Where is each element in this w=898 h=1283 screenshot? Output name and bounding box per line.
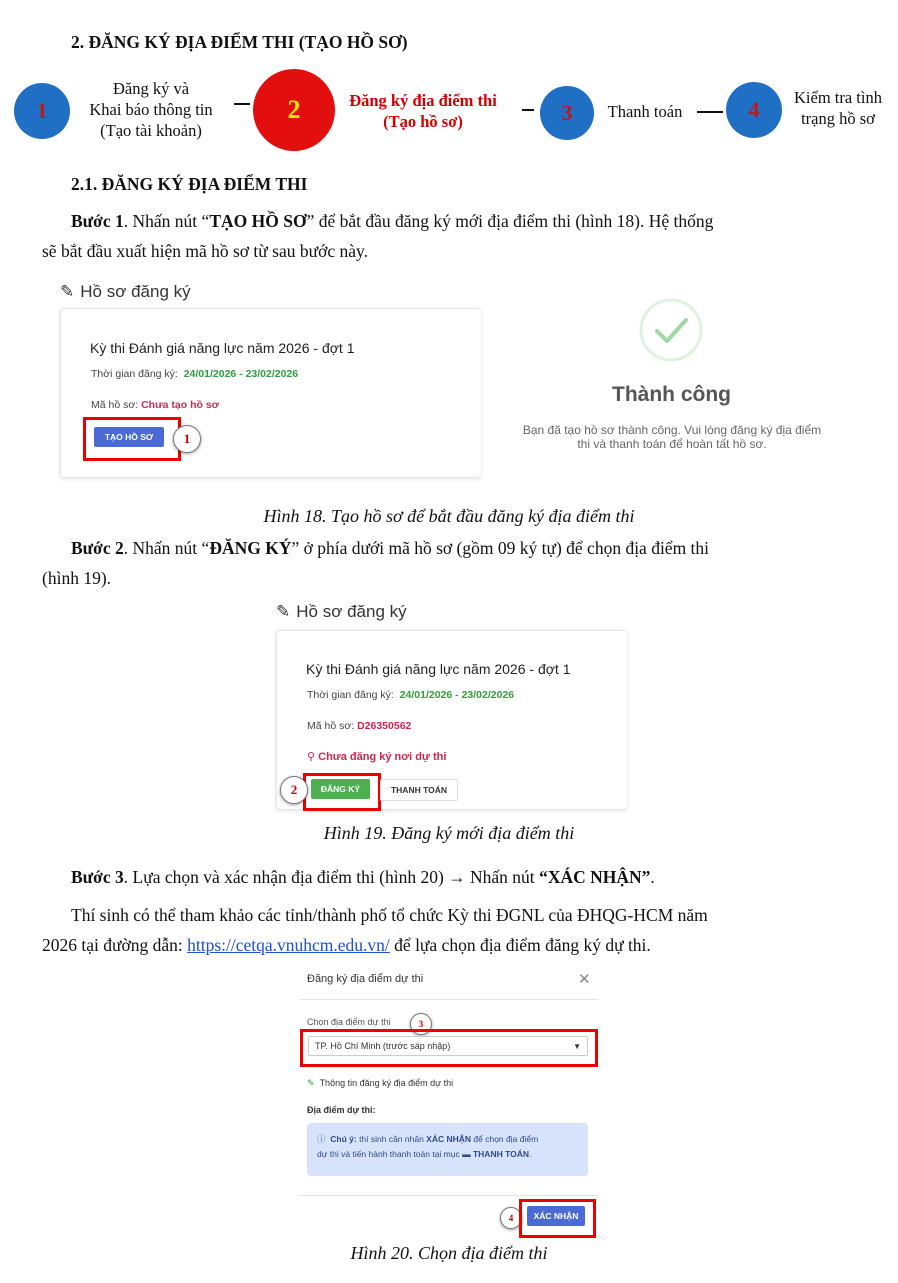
fig19-code-label: Mã hồ sơ: xyxy=(307,720,355,732)
fig18-time xyxy=(91,368,298,380)
step2-line1 xyxy=(42,533,872,563)
step-4-line: trạng hồ sơ xyxy=(801,109,875,128)
fig18-header-text: Hồ sơ đăng ký xyxy=(80,282,191,301)
close-icon[interactable]: ✕ xyxy=(578,971,591,988)
fig19-warning-text: Chưa đăng ký nơi dự thi xyxy=(318,751,447,763)
step-2-label xyxy=(332,90,514,132)
fig19-time-value: 24/01/2026 - 23/02/2026 xyxy=(399,689,515,701)
connector-2 xyxy=(522,109,534,111)
step1-bold: Bước 1 xyxy=(71,211,124,231)
fig18-exam-title: Kỳ thi Đánh giá năng lực năm 2026 - đợt 1 xyxy=(90,340,355,356)
fig19-time-label: Thời gian đăng ký: xyxy=(307,689,394,701)
fig19-code-value: D26350562 xyxy=(357,720,412,732)
step1-text: ” để bắt đầu đăng ký mới địa điểm thi (hình 18). Hệ thống xyxy=(306,211,714,231)
step-1-line: Đăng ký và xyxy=(112,79,190,98)
step2-text: ” ở phía dưới mã hồ sơ (gồm 09 ký tự) để chọn địa điểm thi xyxy=(291,538,710,558)
fig18-code xyxy=(91,399,219,411)
location-label: Địa điểm dự thi: xyxy=(307,1105,376,1115)
location-select[interactable] xyxy=(308,1036,588,1056)
step2-paragraph xyxy=(42,533,872,593)
success-message xyxy=(500,423,844,451)
note-box-bold: THANH TOÁN xyxy=(472,1149,530,1159)
step3-button-ref: “XÁC NHẬN” xyxy=(539,867,651,887)
fig19-exam-title: Kỳ thi Đánh giá năng lực năm 2026 - đợt 1 xyxy=(306,661,571,677)
success-title: Thành công xyxy=(612,383,731,406)
step-2-circle xyxy=(253,69,335,151)
success-check-icon xyxy=(638,297,704,363)
connector-3 xyxy=(697,111,723,113)
step-1-label xyxy=(72,78,230,141)
info-icon: ⓘ xyxy=(317,1134,326,1144)
step-4-label xyxy=(784,87,892,129)
step-4-number: 4 xyxy=(748,97,760,122)
note-line2 xyxy=(42,930,882,960)
step1-paragraph xyxy=(42,206,872,266)
fig18-time-value: 24/01/2026 - 23/02/2026 xyxy=(183,368,299,380)
fig19-caption: Hình 19. Đăng ký mới địa điểm thi xyxy=(323,823,575,843)
connector-1 xyxy=(234,103,250,105)
step-1-line: (Tạo tài khoản) xyxy=(100,121,202,140)
fig19-header xyxy=(276,602,407,622)
step3-text: . xyxy=(650,867,655,887)
fig20-marker-3: 3 xyxy=(410,1013,432,1035)
fig18-caption: Hình 18. Tạo hồ sơ để bắt đầu đăng ký địa điểm thi xyxy=(263,506,635,526)
fig19-code xyxy=(307,720,411,732)
step-2-number: 2 xyxy=(287,95,301,124)
create-profile-button[interactable]: TẠO HỒ SƠ xyxy=(94,427,164,447)
fig19-time xyxy=(307,689,514,701)
step1-line2: sẽ bắt đầu xuất hiện mã hồ sơ từ sau bước này. xyxy=(42,241,368,261)
info-link-text: Thông tin đăng ký địa điểm dự thi xyxy=(319,1078,454,1088)
note-text: 2026 tại đường dẫn: xyxy=(42,935,188,955)
step-2-line: (Tạo hồ sơ) xyxy=(383,112,463,131)
fig19-marker: 2 xyxy=(280,776,308,804)
step-3-line: Thanh toán xyxy=(607,102,683,121)
fig20-caption: Hình 20. Chọn địa điểm thi xyxy=(350,1243,548,1263)
step2-line2: (hình 19). xyxy=(42,568,112,588)
fig18-code-value: Chưa tạo hồ sơ xyxy=(141,399,220,411)
step3-paragraph xyxy=(71,862,871,892)
payment-button[interactable]: THANH TOÁN xyxy=(380,779,458,801)
step3-text: . Lựa chọn và xác nhận địa điểm thi (hình 20) → Nhấn nút xyxy=(123,867,540,887)
modal-footer-divider xyxy=(300,1195,598,1196)
confirm-button[interactable]: XÁC NHẬN xyxy=(527,1206,585,1226)
note-box-text: . xyxy=(529,1149,532,1159)
fig18-marker: 1 xyxy=(173,425,201,453)
location-pin-icon: ⚲ xyxy=(307,751,316,763)
step-4-line: Kiểm tra tình xyxy=(794,88,882,107)
step1-text: . Nhấn nút “ xyxy=(123,211,210,231)
edit-icon: ✎ xyxy=(307,1078,315,1088)
step-3-number: 3 xyxy=(561,100,573,125)
cetqa-link[interactable]: https://cetqa.vnuhcm.edu.vn/ xyxy=(187,935,390,955)
modal-header-divider xyxy=(300,999,598,1000)
caret-down-icon: ▼ xyxy=(573,1041,581,1051)
note-box-bold: Chú ý: xyxy=(330,1134,357,1144)
note-box-text: thí sinh cần nhấn xyxy=(356,1134,427,1144)
step3-bold: Bước 3 xyxy=(71,867,124,887)
step1-line1 xyxy=(42,206,872,236)
step-3-circle xyxy=(540,86,594,140)
step1-button-ref: TẠO HỒ SƠ xyxy=(209,211,307,231)
info-link[interactable] xyxy=(307,1078,453,1089)
step2-bold: Bước 2 xyxy=(71,538,124,558)
note-box-text: dự thi và tiến hành thanh toán tại mục xyxy=(317,1149,463,1159)
pencil-icon: ✎ xyxy=(60,282,75,301)
step2-button-ref: ĐĂNG KÝ xyxy=(209,538,292,558)
fig18-header xyxy=(60,282,191,302)
note-paragraph xyxy=(42,900,882,960)
subsection-title: 2.1. ĐĂNG KÝ ĐỊA ĐIỂM THI xyxy=(71,174,308,194)
note-line1: Thí sinh có thể tham khảo các tỉnh/thành phố tổ chức Kỳ thi ĐGNL của ĐHQG-HCM năm xyxy=(71,905,708,925)
register-button[interactable]: ĐĂNG KÝ xyxy=(311,779,370,799)
step-1-circle xyxy=(14,83,70,139)
success-line: thi và thanh toán để hoàn tất hồ sơ. xyxy=(577,437,767,451)
fig18-code-label: Mã hồ sơ: xyxy=(91,399,139,411)
modal-title: Đăng ký địa điểm dự thi xyxy=(307,973,424,985)
step-1-number: 1 xyxy=(36,98,48,123)
step2-text: . Nhấn nút “ xyxy=(123,538,210,558)
note-box-bold: XÁC NHẬN xyxy=(426,1134,472,1144)
success-line: Bạn đã tạo hồ sơ thành công. Vui lòng đăng ký địa điểm xyxy=(522,423,822,437)
fig20-marker-4: 4 xyxy=(500,1207,522,1229)
note-box xyxy=(307,1123,588,1176)
pencil-icon: ✎ xyxy=(276,602,291,621)
step-2-line: Đăng ký địa điểm thi xyxy=(349,91,497,110)
note-box-line1 xyxy=(317,1132,578,1147)
step-3-label xyxy=(598,101,692,122)
fig20-modal xyxy=(300,962,598,1238)
note-box-text: để chọn địa điểm xyxy=(471,1134,539,1144)
step-4-circle xyxy=(726,82,782,138)
fig19-header-text: Hồ sơ đăng ký xyxy=(296,602,407,621)
note-box-line2 xyxy=(317,1147,578,1162)
select-value: TP. Hồ Chí Minh (trước sáp nhập) xyxy=(315,1041,451,1051)
section-title: 2. ĐĂNG KÝ ĐỊA ĐIỂM THI (TẠO HỒ SƠ) xyxy=(71,32,408,52)
fig18-time-label: Thời gian đăng ký: xyxy=(91,368,178,380)
card-icon: ▬ xyxy=(462,1149,471,1159)
step-1-line: Khai báo thông tin xyxy=(89,100,213,119)
select-label: Chọn địa điểm dự thi xyxy=(307,1017,391,1027)
note-text: để lựa chọn địa điểm đăng ký dự thi. xyxy=(389,935,651,955)
fig19-warning xyxy=(307,750,446,763)
